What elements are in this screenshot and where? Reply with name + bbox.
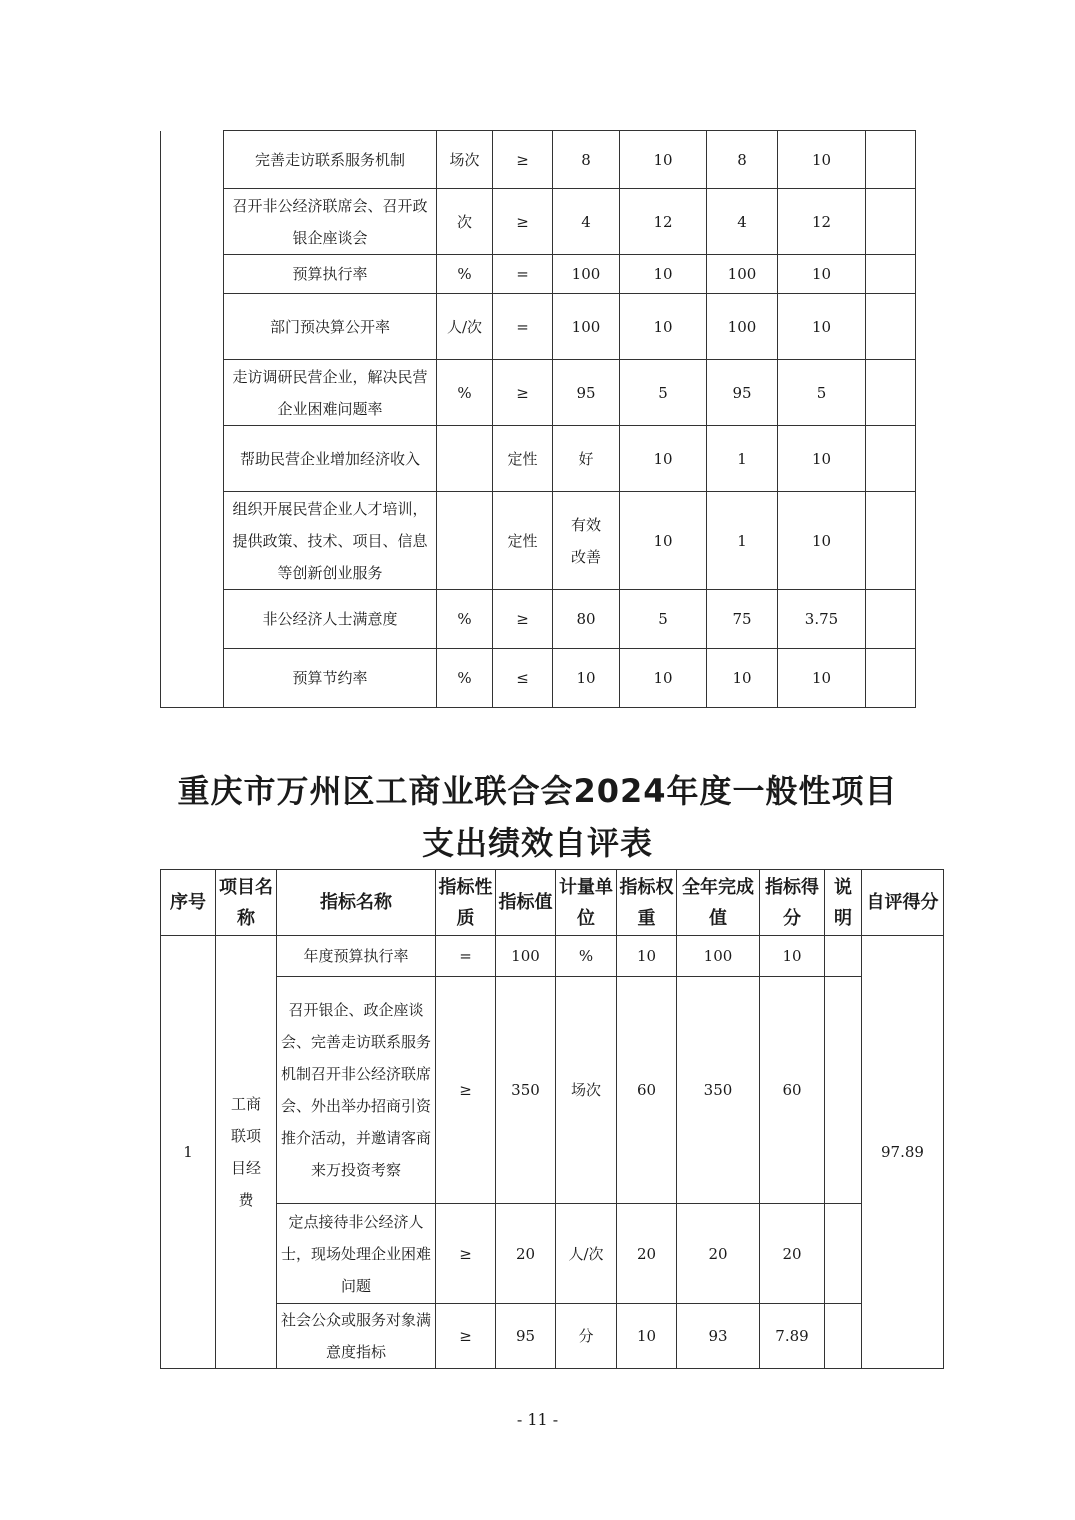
indicator-table-continued (160, 130, 916, 708)
unit: 分 (556, 1304, 617, 1369)
target-value: 8 (553, 131, 620, 189)
unit: 场次 (437, 131, 493, 189)
target-value: 好 (553, 426, 620, 492)
note (825, 977, 862, 1204)
indicator-name: 非公经济人士满意度 (224, 590, 437, 649)
score: 10 (778, 649, 866, 708)
actual: 350 (677, 977, 760, 1204)
operator: 定性 (493, 426, 553, 492)
unit: % (437, 590, 493, 649)
operator: ≤ (493, 649, 553, 708)
note (866, 492, 916, 590)
actual: 100 (677, 936, 760, 977)
target-value: 100 (553, 255, 620, 294)
self-score-cell: 97.89 (862, 936, 944, 1369)
indicator-name: 预算执行率 (224, 255, 437, 294)
score: 60 (760, 977, 825, 1204)
actual-value: 10 (707, 649, 778, 708)
weight: 10 (620, 131, 707, 189)
actual-value: 4 (707, 189, 778, 255)
weight: 60 (617, 977, 677, 1204)
actual-value: 95 (707, 360, 778, 426)
weight: 10 (617, 1304, 677, 1369)
weight: 5 (620, 360, 707, 426)
header-seq: 序号 (161, 870, 216, 936)
value: 95 (496, 1304, 556, 1369)
page-title-line2: 支出绩效自评表 (421, 824, 653, 862)
nature: ≥ (436, 977, 496, 1204)
note (866, 649, 916, 708)
weight: 20 (617, 1204, 677, 1304)
header-row (161, 870, 944, 936)
actual-value: 100 (707, 294, 778, 360)
nature: ≥ (436, 1204, 496, 1304)
indicator-name: 社会公众或服务对象满意度指标 (277, 1304, 436, 1369)
value: 100 (496, 936, 556, 977)
header-unit: 计量单位 (556, 870, 617, 936)
header-score: 指标得分 (760, 870, 825, 936)
target-value: 有效改善 (553, 492, 620, 590)
header-note: 说明 (825, 870, 862, 936)
indicator-name: 部门预决算公开率 (224, 294, 437, 360)
table-row (161, 131, 916, 189)
table-row (161, 492, 916, 590)
table-row (161, 977, 944, 1204)
indicator-name: 召开非公经济联席会、召开政银企座谈会 (224, 189, 437, 255)
header-value: 指标值 (496, 870, 556, 936)
note (866, 360, 916, 426)
target-value: 80 (553, 590, 620, 649)
weight: 10 (620, 255, 707, 294)
weight: 10 (620, 649, 707, 708)
unit (437, 492, 493, 590)
table-row (161, 590, 916, 649)
target-value: 100 (553, 294, 620, 360)
unit: 场次 (556, 977, 617, 1204)
note (825, 936, 862, 977)
indicator-name: 年度预算执行率 (277, 936, 436, 977)
value: 350 (496, 977, 556, 1204)
header-self-score: 自评得分 (862, 870, 944, 936)
table-row (161, 360, 916, 426)
note (866, 294, 916, 360)
project-self-evaluation-table (160, 869, 944, 1369)
indicator-name: 定点接待非公经济人士，现场处理企业困难问题 (277, 1204, 436, 1304)
note (866, 426, 916, 492)
score: 20 (760, 1204, 825, 1304)
actual-value: 1 (707, 426, 778, 492)
indicator-name: 完善走访联系服务机制 (224, 131, 437, 189)
target-value: 4 (553, 189, 620, 255)
project-name-cell: 工商联项目经费 (216, 936, 277, 1369)
table-row (161, 1204, 944, 1304)
score: 3.75 (778, 590, 866, 649)
indicator-name: 帮助民营企业增加经济收入 (224, 426, 437, 492)
score: 5 (778, 360, 866, 426)
actual-value: 75 (707, 590, 778, 649)
indicator-name: 组织开展民营企业人才培训，提供政策、技术、项目、信息等创新创业服务 (224, 492, 437, 590)
unit: 次 (437, 189, 493, 255)
header-project: 项目名称 (216, 870, 277, 936)
value: 20 (496, 1204, 556, 1304)
score: 10 (778, 294, 866, 360)
indicator-name: 走访调研民营企业，解决民营企业困难问题率 (224, 360, 437, 426)
table-row (161, 936, 944, 977)
blank-cell (161, 131, 224, 708)
header-nature: 指标性质 (436, 870, 496, 936)
target-value: 10 (553, 649, 620, 708)
weight: 5 (620, 590, 707, 649)
weight: 10 (617, 936, 677, 977)
operator: 定性 (493, 492, 553, 590)
table-row (161, 1304, 944, 1369)
actual-value: 1 (707, 492, 778, 590)
operator: ≥ (493, 590, 553, 649)
indicator-name: 预算节约率 (224, 649, 437, 708)
unit: 人/次 (437, 294, 493, 360)
table-row (161, 255, 916, 294)
table-row (161, 189, 916, 255)
table-row (161, 426, 916, 492)
operator: = (493, 255, 553, 294)
table-row (161, 649, 916, 708)
unit: % (437, 255, 493, 294)
header-weight: 指标权重 (617, 870, 677, 936)
score: 10 (778, 492, 866, 590)
score: 10 (778, 131, 866, 189)
actual-value: 100 (707, 255, 778, 294)
nature: ≥ (436, 1304, 496, 1369)
seq-cell: 1 (161, 936, 216, 1369)
header-indicator-name: 指标名称 (277, 870, 436, 936)
actual: 20 (677, 1204, 760, 1304)
note (866, 131, 916, 189)
score: 12 (778, 189, 866, 255)
unit: % (437, 360, 493, 426)
indicator-name: 召开银企、政企座谈会、完善走访联系服务机制召开非公经济联席会、外出举办招商引资推介活动，并邀请客商来万投资考察 (277, 977, 436, 1204)
weight: 10 (620, 492, 707, 590)
note (866, 189, 916, 255)
score: 10 (760, 936, 825, 977)
page-title-line1: 重庆市万州区工商业联合会2024年度一般性项目 (177, 772, 898, 810)
nature: = (436, 936, 496, 977)
actual: 93 (677, 1304, 760, 1369)
score: 10 (778, 255, 866, 294)
weight: 10 (620, 294, 707, 360)
header-actual: 全年完成值 (677, 870, 760, 936)
weight: 12 (620, 189, 707, 255)
operator: ≥ (493, 360, 553, 426)
target-value: 95 (553, 360, 620, 426)
weight: 10 (620, 426, 707, 492)
score: 10 (778, 426, 866, 492)
score: 7.89 (760, 1304, 825, 1369)
operator: ≥ (493, 189, 553, 255)
table-row (161, 294, 916, 360)
note (825, 1204, 862, 1304)
page-number: - 11 - (516, 1410, 559, 1429)
note (866, 255, 916, 294)
operator: = (493, 294, 553, 360)
unit (437, 426, 493, 492)
note (825, 1304, 862, 1369)
note (866, 590, 916, 649)
unit: 人/次 (556, 1204, 617, 1304)
unit: % (437, 649, 493, 708)
operator: ≥ (493, 131, 553, 189)
actual-value: 8 (707, 131, 778, 189)
unit: % (556, 936, 617, 977)
